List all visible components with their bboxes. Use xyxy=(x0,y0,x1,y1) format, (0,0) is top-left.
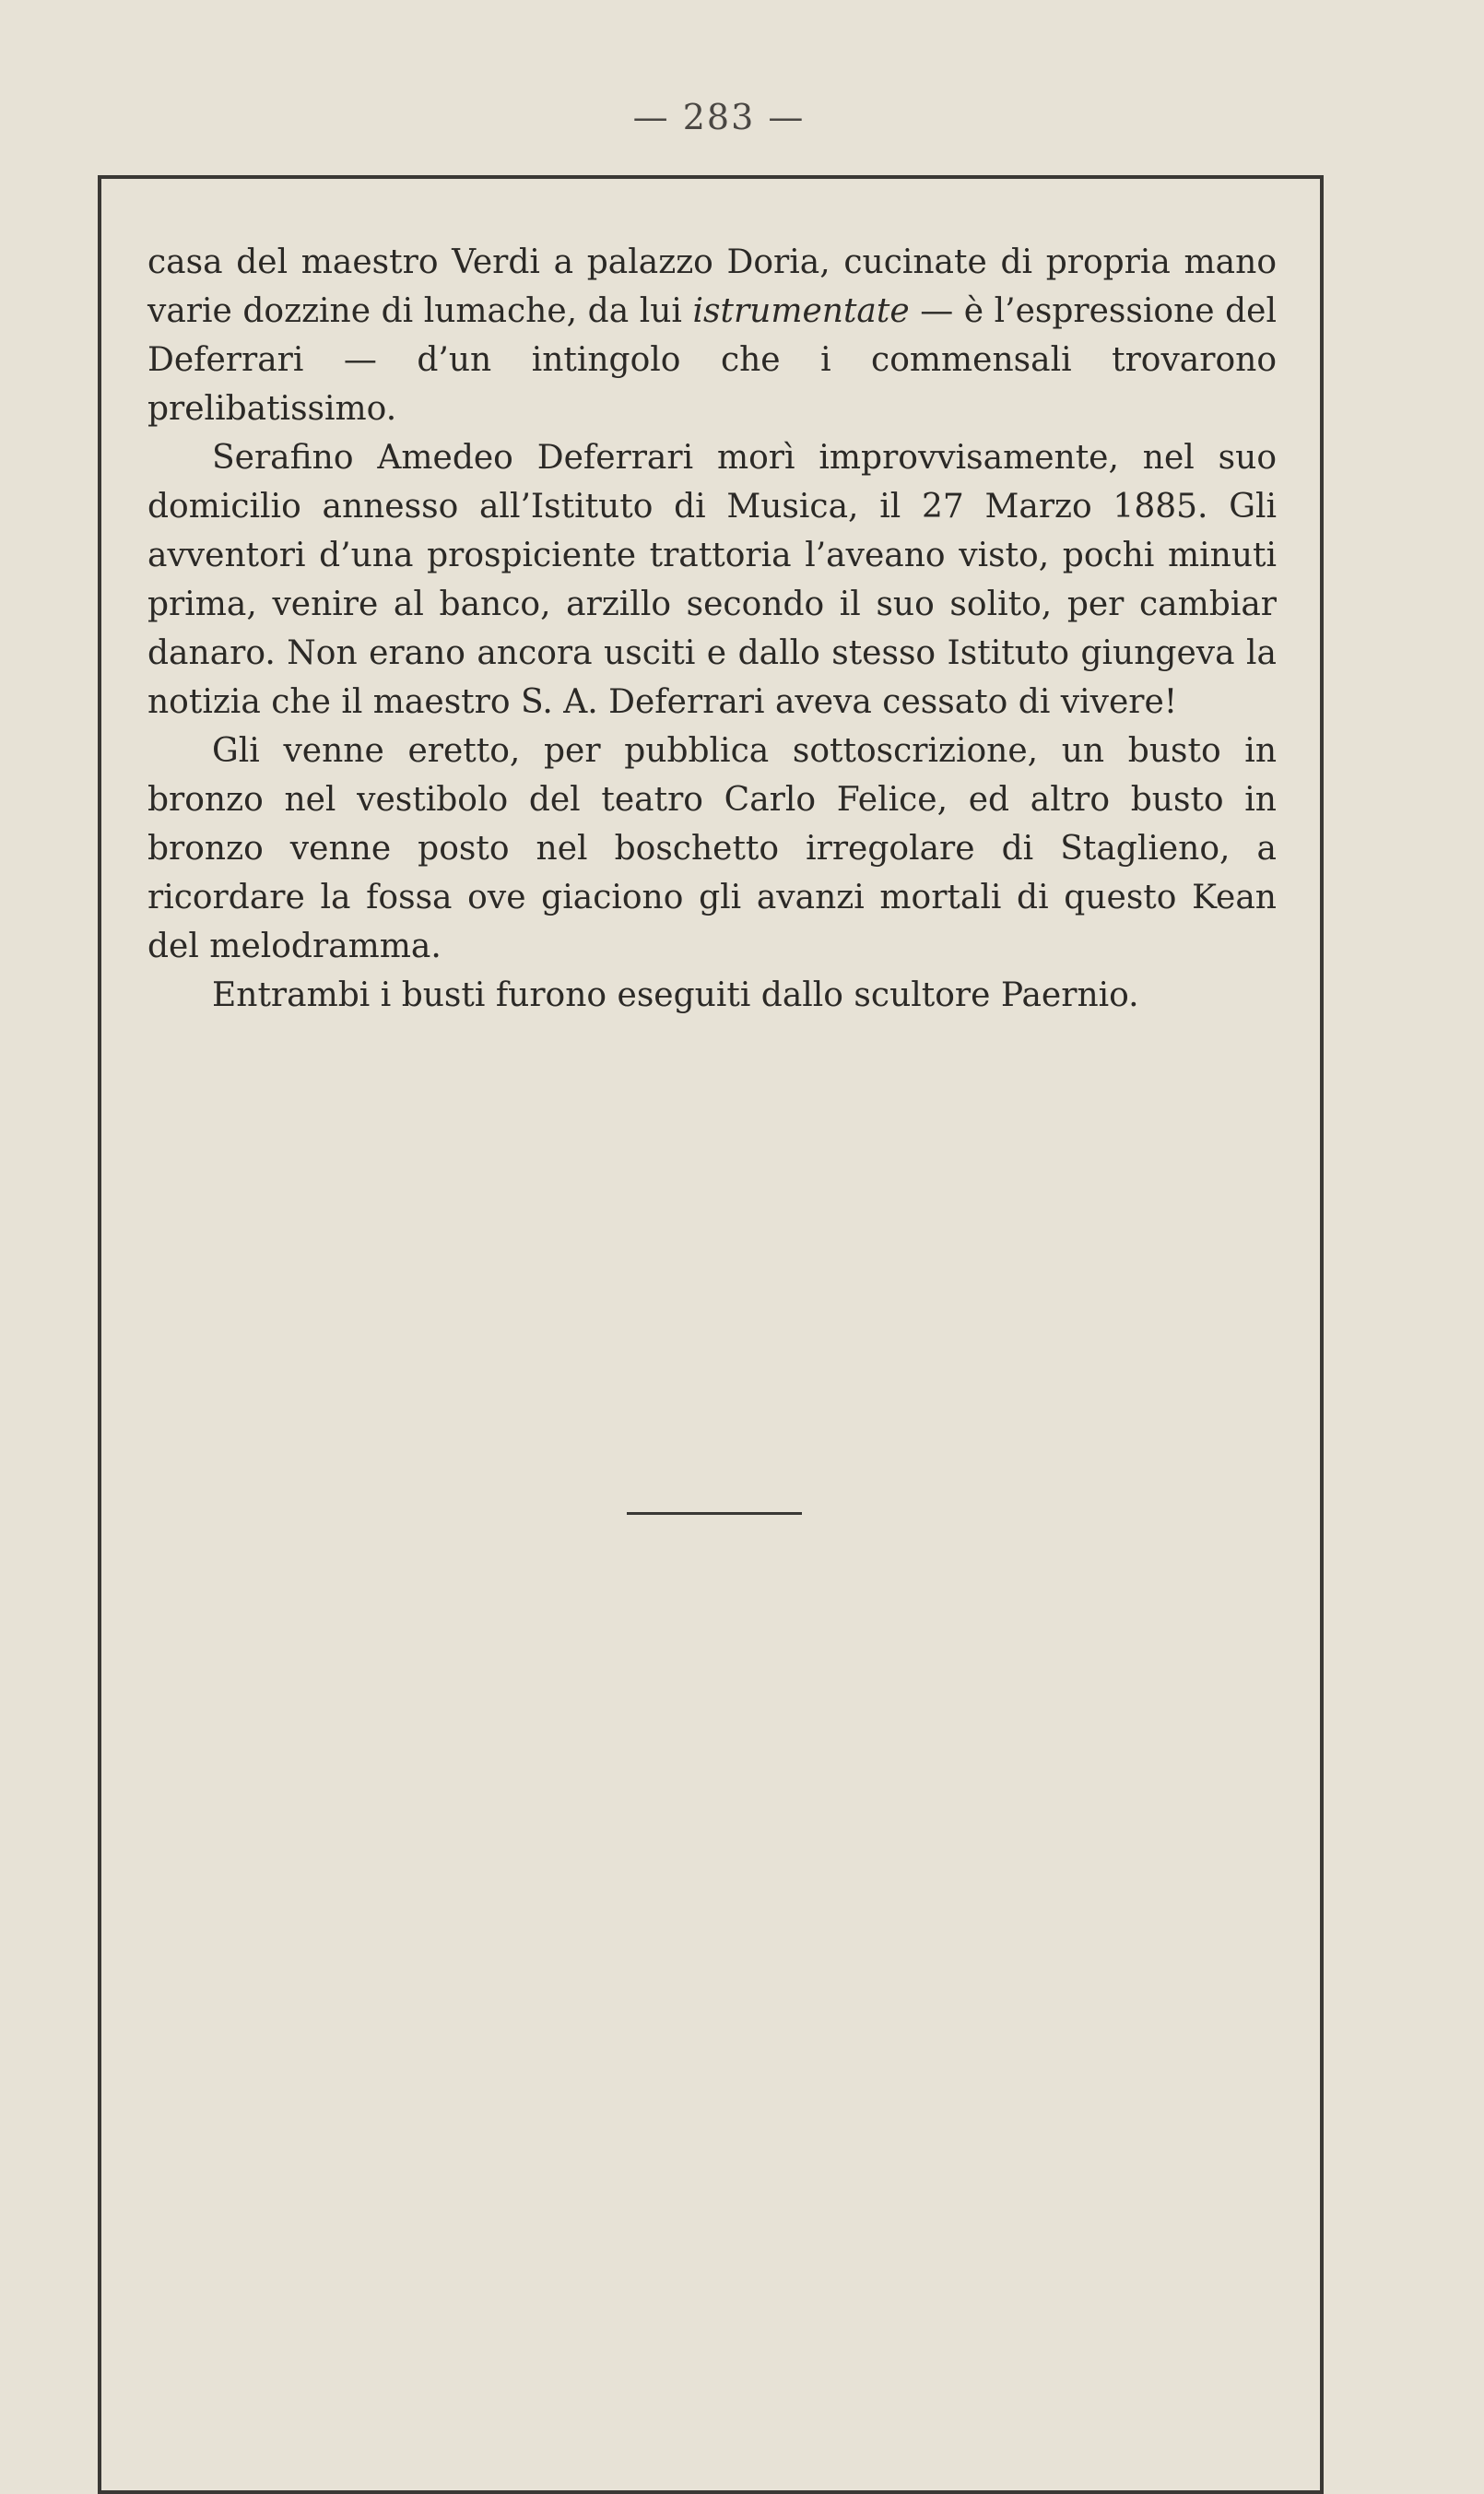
separator-rule xyxy=(627,1512,802,1515)
paragraph-4: Entrambi i busti furono eseguiti dallo scultore Paernio. xyxy=(212,976,1139,1014)
page-number: — 283 — xyxy=(632,97,806,137)
paragraph-1-italic: istrumentate xyxy=(692,292,910,330)
paragraph-1-part-1: casa del maestro Verdi a palazzo Doria, cucinate di propria mano varie dozzine di lumache, da lui xyxy=(147,243,1277,330)
paragraph-2: Serafino Amedeo Deferrari morì improvvisamente, nel suo domicilio annesso all’Istituto di Musica, il 27 Marzo 1885. Gli avventori d’una prospiciente trattoria l’aveano visto, pochi minuti prima, venire al banco, arzillo secondo il suo solito, per cambiar danaro. Non erano ancora usciti e dallo stesso Istituto giungeva la notizia che il maestro S. A. Deferrari aveva cessato di vivere! xyxy=(147,439,1277,721)
paragraph-3: Gli venne eretto, per pubblica sottoscrizione, un busto in bronzo nel vestibolo del teatro Carlo Felice, ed altro busto in bronzo venne posto nel boschetto irregolare di Staglieno, a ricordare la fossa ove giaciono gli avanzi mortali di questo Kean del melodramma. xyxy=(147,732,1277,965)
body-text xyxy=(147,238,1277,1020)
paragraph-1-part-2: — è l’espressione del Deferrari — d’un intingolo che i commensali trovarono prelibatissimo. xyxy=(147,292,1277,428)
paragraph-1 xyxy=(147,238,1277,433)
